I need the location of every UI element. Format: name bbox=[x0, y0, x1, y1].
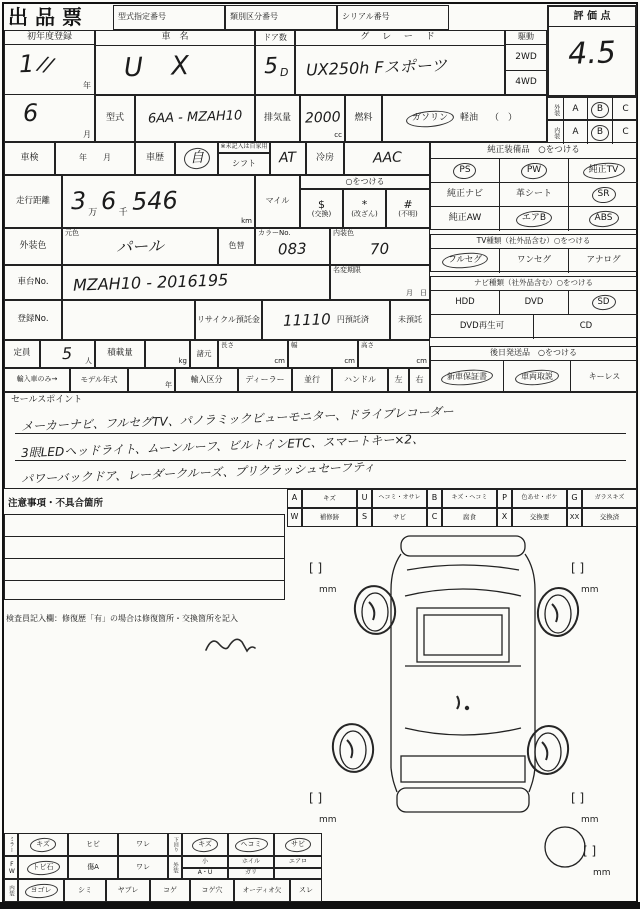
displacement-label: 排気量 bbox=[255, 95, 300, 142]
notes-line bbox=[5, 581, 284, 602]
mileage-label: 走行距離 bbox=[4, 175, 62, 228]
code-a-label: キズ bbox=[302, 489, 357, 508]
grade-box bbox=[295, 30, 505, 95]
model-code-value: 6AA - MZAH10 bbox=[135, 95, 255, 142]
bracket-top-left: [ ] bbox=[309, 561, 323, 575]
code-x-label: 交換要 bbox=[512, 508, 567, 527]
name-change-label: 名変期限 bbox=[333, 266, 361, 274]
mileage-value: 3 万 6 千 546 km bbox=[62, 175, 255, 228]
displacement-value: 2000 cc bbox=[300, 95, 345, 142]
code-b-label: キズ・ヘコミ bbox=[442, 489, 497, 508]
doors-label: ドア数 bbox=[256, 31, 294, 46]
car-name-box bbox=[95, 30, 255, 95]
doors-value: 5 bbox=[263, 53, 279, 80]
later-shipment-title: 後日発送品 ○をつける bbox=[431, 347, 636, 361]
year-unit: 年 bbox=[83, 81, 91, 91]
code-w-label: 補修跡 bbox=[302, 508, 357, 527]
classification-number-box: 類別区分番号 bbox=[225, 5, 337, 30]
later-manual: 車両取説 bbox=[504, 361, 571, 393]
doors-suffix: D bbox=[279, 65, 289, 80]
fuel-gasoline: ガソリン bbox=[411, 112, 448, 123]
tv-type-box bbox=[430, 234, 637, 272]
exterior-grade-c: C bbox=[622, 103, 629, 114]
shift-value: AT bbox=[270, 142, 306, 175]
damage-fw-ware: ワレ bbox=[118, 856, 168, 879]
equip-sr: SR bbox=[569, 183, 638, 207]
notes-title: 注意事項・不具合箇所 bbox=[8, 497, 104, 509]
damage-mirror-kizu: キズ bbox=[18, 833, 68, 856]
code-xx-label: 交換済 bbox=[582, 508, 637, 527]
exterior-grade-row bbox=[547, 97, 637, 120]
code-p-label: 色あせ・ボケ bbox=[512, 489, 567, 508]
drive-2wd: 2WD bbox=[506, 45, 546, 71]
drive-label: 駆動 bbox=[506, 31, 546, 45]
tv-oneseg: ワンセグ bbox=[500, 249, 569, 273]
damage-int-audio: オーディオ欠 bbox=[234, 879, 290, 902]
import-only-label: 輸入車のみ→ bbox=[4, 368, 70, 392]
equipment-title: 純正装備品 ○をつける bbox=[431, 143, 636, 159]
import-parallel-cell: 並行 bbox=[292, 368, 332, 392]
first-registration-box bbox=[4, 30, 95, 142]
displacement-unit: cc bbox=[334, 131, 342, 140]
exterior-grade-b: B bbox=[588, 98, 613, 121]
drive-box bbox=[505, 30, 547, 95]
shift-label: シフト bbox=[218, 153, 270, 175]
exterior-grade-a: A bbox=[564, 98, 588, 121]
damage-ext-aero: エアロ bbox=[274, 856, 322, 868]
damage-under-hekomi: ヘコミ bbox=[228, 833, 274, 856]
interior-grade-row bbox=[547, 120, 637, 143]
damage-ext-au: A・U bbox=[182, 868, 228, 879]
equip-leather: 革シート bbox=[500, 183, 569, 207]
interior-color-cell bbox=[330, 228, 430, 265]
fuel-diesel: 軽油 bbox=[459, 112, 478, 123]
page-title bbox=[8, 4, 110, 30]
damage-fw-kizu-a: 傷A bbox=[68, 856, 118, 879]
history-note: ※未記入は自家用 bbox=[218, 142, 270, 153]
score-box bbox=[547, 5, 637, 97]
capacity-value: 5 人 bbox=[40, 340, 95, 368]
color-no-value: 083 bbox=[277, 239, 308, 259]
shaken-label: 車検 bbox=[4, 142, 55, 175]
sales-line-2: 3眼LEDヘッドライト、ムーンルーフ、ビルトインETC、スマートキー×2、 bbox=[15, 434, 626, 461]
fuel-paren: （ ） bbox=[490, 112, 518, 123]
aircon-value: AAC bbox=[344, 142, 430, 175]
first-registration-label: 初年度登録 bbox=[5, 31, 94, 45]
drive-4wd: 4WD bbox=[515, 77, 537, 88]
grade-value: UX250h Fスポーツ bbox=[305, 55, 448, 80]
grade-label: グ レ ー ド bbox=[296, 31, 504, 46]
not-deposited-cell: 未預託 bbox=[390, 300, 430, 340]
inspector-note: 検査員記入欄：修復歴「有」の場合は修復箇所・交換箇所を記入 bbox=[6, 613, 238, 623]
mm-bottom-left: mm bbox=[319, 815, 337, 825]
mm-top-left: mm bbox=[319, 585, 337, 595]
first-registration-year bbox=[5, 45, 94, 95]
score-value: 4.5 bbox=[567, 35, 617, 72]
color-no-label: カラーNo. bbox=[258, 229, 291, 237]
damage-r1-vlabel: ミラー bbox=[4, 833, 18, 856]
capacity-label: 定員 bbox=[4, 340, 40, 368]
interior-color-value: 70 bbox=[370, 239, 390, 259]
damage-int-yabure: ヤブレ bbox=[106, 879, 150, 902]
month-unit: 月 bbox=[83, 130, 91, 140]
sales-line-3: パワーバックドア、レーダークルーズ、プリクラッシュセーフティ bbox=[20, 460, 376, 487]
load-value bbox=[145, 340, 190, 368]
sales-points-title: セールスポイント bbox=[11, 395, 83, 405]
equip-tv: 純正TV bbox=[569, 159, 638, 183]
damage-under-vlabel: 下回り bbox=[168, 833, 182, 856]
deposited-label: 円預託済 bbox=[336, 314, 369, 324]
notes-line bbox=[5, 559, 284, 581]
score-label: 評 価 点 bbox=[549, 7, 635, 27]
capacity-unit: 人 bbox=[85, 357, 92, 366]
base-color-value: パール bbox=[115, 235, 165, 257]
damage-ext-vlabel: 外装 bbox=[168, 856, 182, 879]
bracket-top-right: [ ] bbox=[571, 561, 585, 575]
spec-label: 諸元 bbox=[190, 340, 218, 368]
code-a: A bbox=[287, 489, 302, 508]
damage-r2-vlabel: FW bbox=[4, 856, 18, 879]
spare-circle bbox=[545, 827, 585, 867]
first-registration-month bbox=[5, 94, 94, 143]
code-c-label: 腐食 bbox=[442, 508, 497, 527]
inspector-scribble bbox=[200, 630, 260, 658]
mm-bottom-right: mm bbox=[581, 815, 599, 825]
scan-edge bbox=[0, 902, 640, 909]
interior-grade-c: C bbox=[622, 126, 629, 137]
chassis-no-value: MZAH10 - 2016195 bbox=[62, 265, 330, 300]
km-unit: km bbox=[241, 217, 252, 226]
color-no-cell bbox=[255, 228, 330, 265]
code-c: C bbox=[427, 508, 442, 527]
small-ink-mark bbox=[457, 696, 459, 709]
mm-top-right: mm bbox=[581, 585, 599, 595]
code-x: X bbox=[497, 508, 512, 527]
mileage-opt-tampered: * (改ざん) bbox=[343, 189, 386, 228]
equip-aw: 純正AW bbox=[431, 207, 500, 231]
tv-type-title: TV種類（社外品含む）○をつける bbox=[431, 235, 636, 249]
mile-label: マイル bbox=[255, 175, 300, 228]
code-g-label: ガラスキズ bbox=[582, 489, 637, 508]
later-keyless: キーレス bbox=[588, 371, 621, 381]
man-unit: 万 bbox=[88, 208, 98, 219]
doors-box bbox=[255, 30, 295, 95]
code-u: U bbox=[357, 489, 372, 508]
name-change-cell bbox=[330, 265, 430, 300]
bracket-bottom-right: [ ] bbox=[571, 791, 585, 805]
notes-box bbox=[4, 514, 285, 600]
import-dealer-cell: ディーラー bbox=[238, 368, 292, 392]
code-u-label: ヘコミ・オサレ bbox=[372, 489, 427, 508]
damage-int-koge: コゲ bbox=[150, 879, 190, 902]
base-color-label: 元色 bbox=[65, 229, 79, 237]
damage-r3-vlabel: 内装 bbox=[4, 879, 18, 902]
aircon-label: 冷房 bbox=[306, 142, 344, 175]
code-s: S bbox=[357, 508, 372, 527]
interior-grade-label: 内装 bbox=[548, 121, 564, 144]
history-label: 車歴 bbox=[135, 142, 175, 175]
car-diagram bbox=[295, 520, 640, 878]
registration-no-label: 登録No. bbox=[4, 300, 62, 340]
tv-analog: アナログ bbox=[586, 255, 621, 266]
handle-right-cell: 右 bbox=[409, 368, 430, 392]
navi-type-box bbox=[430, 276, 637, 338]
equip-ps: PS bbox=[431, 159, 500, 183]
handle-label: ハンドル bbox=[332, 368, 388, 392]
code-s-label: サビ bbox=[372, 508, 427, 527]
model-year-label: モデル年式 bbox=[70, 368, 128, 392]
damage-mirror-hibi: ヒビ bbox=[68, 833, 118, 856]
navi-dvd: DVD bbox=[500, 291, 569, 315]
recycle-label: リサイクル預託金 bbox=[195, 300, 262, 340]
model-designation-number-box: 型式指定番号 bbox=[113, 5, 225, 30]
damage-int-kogeana: コゲ穴 bbox=[190, 879, 234, 902]
mileage-opt-exchange: $ (交換) bbox=[300, 189, 343, 228]
code-xx: XX bbox=[567, 508, 582, 527]
shaken-value: 年 月 bbox=[55, 142, 135, 175]
interior-grade-b: B bbox=[588, 121, 613, 144]
spec-width: 幅 cm bbox=[288, 340, 358, 368]
notes-line bbox=[5, 515, 284, 537]
car-name-value: U X bbox=[123, 50, 200, 84]
damage-ext-blank bbox=[274, 868, 322, 879]
damage-ext-gari: ガリ bbox=[228, 868, 274, 879]
navi-type-title: ナビ種類（社外品含む）○をつける bbox=[431, 277, 636, 291]
sales-points-box bbox=[4, 392, 637, 489]
later-warranty: 新車保証書 bbox=[431, 361, 504, 393]
damage-ext-wheel: ホイル bbox=[228, 856, 274, 868]
history-value: 自 bbox=[175, 142, 218, 175]
damage-fw-tobiishi: トビ石 bbox=[18, 856, 68, 879]
fuel-label: 燃料 bbox=[345, 95, 382, 142]
mm-spare: mm bbox=[593, 868, 611, 878]
sales-line-1: メーカーナビ、フルセグTV、パノラミックビューモニター、ドライブレコーダー bbox=[15, 407, 626, 434]
year-strokes: // bbox=[36, 50, 56, 78]
handle-left-cell: 左 bbox=[388, 368, 409, 392]
exterior-grade-label: 外装 bbox=[548, 98, 564, 121]
mileage-opt-unknown: # (不明) bbox=[386, 189, 430, 228]
page-title-text: 出品票 bbox=[8, 5, 89, 29]
load-label: 積載量 bbox=[95, 340, 145, 368]
bracket-bottom-left: [ ] bbox=[309, 791, 323, 805]
damage-mirror-ware: ワレ bbox=[118, 833, 168, 856]
code-p: P bbox=[497, 489, 512, 508]
mileage-circle-note: ○をつける bbox=[300, 175, 430, 189]
car-name-label: 車 名 bbox=[96, 31, 254, 46]
damage-int-sure: スレ bbox=[290, 879, 322, 902]
serial-number-box: シリアル番号 bbox=[337, 5, 449, 30]
equip-navi: 純正ナビ bbox=[431, 183, 500, 207]
damage-int-yogore: ヨゴレ bbox=[18, 879, 64, 902]
base-color-cell bbox=[62, 228, 218, 265]
navi-sd: SD bbox=[569, 291, 638, 315]
equip-pw: PW bbox=[500, 159, 569, 183]
chassis-no-label: 車台No. bbox=[4, 265, 62, 300]
navi-dvd-play: DVD再生可 bbox=[431, 315, 534, 339]
equip-abs: ABS bbox=[594, 213, 613, 224]
navi-hdd: HDD bbox=[431, 291, 500, 315]
code-g: G bbox=[567, 489, 582, 508]
code-w: W bbox=[287, 508, 302, 527]
spec-length: 長さ cm bbox=[218, 340, 288, 368]
model-year-value: 年 bbox=[128, 368, 175, 392]
recycle-value: 11110 円預託済 bbox=[262, 300, 390, 340]
sen-unit: 千 bbox=[118, 208, 128, 219]
damage-int-shimi: シミ bbox=[64, 879, 106, 902]
load-unit: kg bbox=[178, 357, 187, 366]
year-value: 1 bbox=[18, 49, 35, 79]
name-change-md: 月 日 bbox=[406, 289, 427, 298]
tv-fullseg: フルセグ bbox=[431, 249, 500, 273]
equipment-box bbox=[430, 142, 637, 230]
interior-color-label: 内装色 bbox=[333, 229, 354, 237]
damage-ext-small: 小 bbox=[182, 856, 228, 868]
fuel-value bbox=[382, 95, 547, 142]
code-b: B bbox=[427, 489, 442, 508]
import-class-label: 輸入区分 bbox=[175, 368, 238, 392]
wheel-ink-marks bbox=[329, 583, 581, 776]
spec-height: 高さ cm bbox=[358, 340, 430, 368]
equip-airbag: エアB bbox=[500, 207, 569, 231]
exterior-color-label: 外装色 bbox=[4, 228, 62, 265]
damage-under-kizu: キズ bbox=[182, 833, 228, 856]
model-code-label: 型式 bbox=[95, 95, 135, 142]
sales-points-lines bbox=[15, 404, 626, 487]
registration-no-value bbox=[62, 300, 195, 340]
notes-line bbox=[5, 537, 284, 559]
month-value: 6 bbox=[22, 98, 39, 128]
repaint-cell: 色替 bbox=[218, 228, 255, 265]
later-shipment-box bbox=[430, 346, 637, 392]
navi-cd: CD bbox=[579, 321, 593, 332]
bracket-spare: [ ] bbox=[583, 844, 597, 858]
interior-grade-a: A bbox=[564, 121, 588, 144]
damage-under-sabi: サビ bbox=[274, 833, 322, 856]
